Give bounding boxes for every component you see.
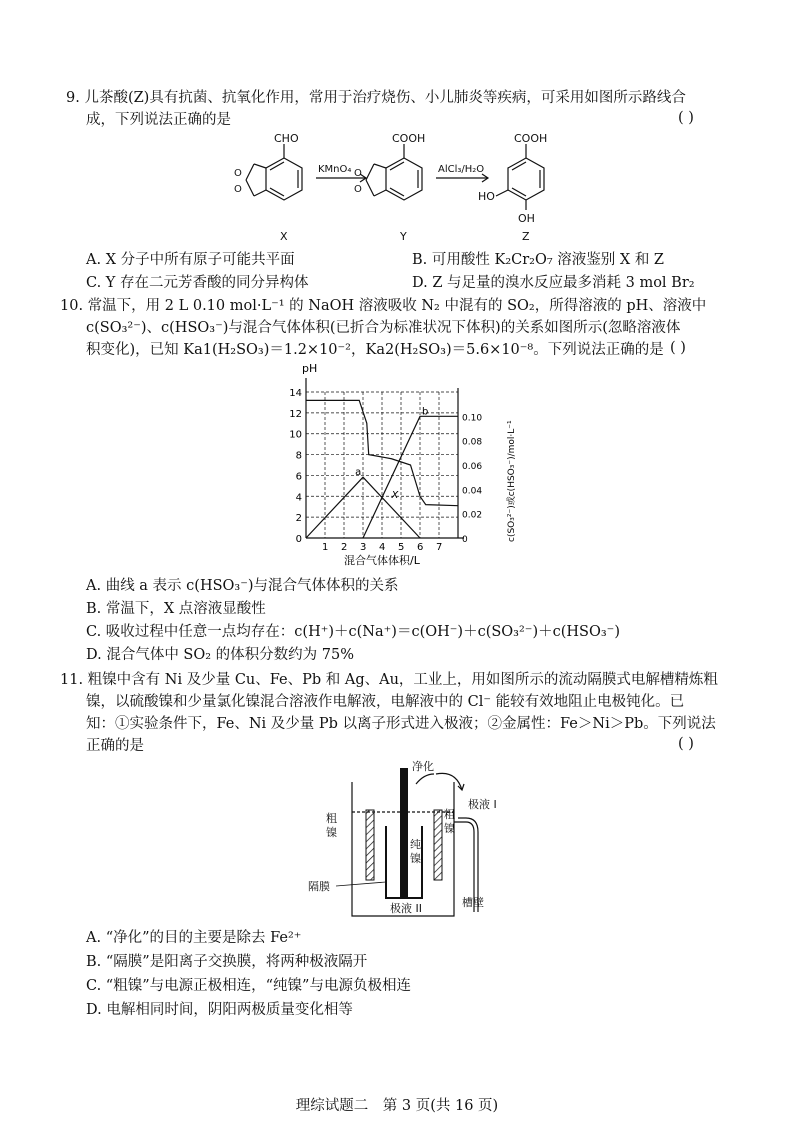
q10-ph-concentration-chart: [282, 362, 522, 570]
chart-y-left-tick-label: 6: [295, 471, 302, 483]
label-rough-right-2: 镍: [444, 822, 455, 835]
x-cho-label: CHO: [274, 132, 299, 145]
q11-option-b: B. “隔膜”是阳离子交换膜，将两种极液隔开: [86, 954, 368, 970]
label-rough-left-2: 镍: [326, 826, 337, 839]
label-y: Y: [400, 230, 407, 243]
chart-y-right-tick-label: 0.06: [462, 462, 483, 472]
svg-text:O: O: [234, 168, 242, 179]
reagent-alcl3: AlCl₃/H₂O: [438, 164, 485, 175]
q9-option-a: A. X 分子中所有原子可能共平面: [86, 252, 295, 268]
chart-y-right-tick-label: 0.10: [462, 413, 483, 424]
q10-option-b: B. 常温下，X 点溶液显酸性: [86, 601, 266, 617]
q11-stem-line4: 正确的是: [86, 738, 144, 754]
z-ho-label: HO: [478, 190, 495, 203]
rough-nickel-anode-left: [366, 810, 374, 880]
chart-annotation-a: a: [355, 467, 362, 479]
label-pure-2: 镍: [410, 852, 421, 865]
y-cooh-label: COOH: [392, 132, 426, 145]
q11-option-c: C. “粗镍”与电源正极相连，“纯镍”与电源负极相连: [86, 978, 411, 994]
chart-right-axis-label: c(SO₃²⁻)或c(HSO₃⁻)/mol·L⁻¹: [507, 420, 517, 542]
chart-y-left-tick-label: 4: [295, 492, 302, 504]
label-wall: 槽壁: [462, 896, 484, 909]
q11-stem-line3: 知：①实验条件下，Fe、Ni 及少量 Pb 以离子形式进入极液；②金属性：Fe＞Ni＞Pb。下列说法: [86, 716, 716, 732]
chart-x-tick-label: 5: [398, 542, 405, 553]
q10-option-c: C. 吸收过程中任意一点均存在：c(H⁺)＋c(Na⁺)＝c(OH⁻)＋c(SO₃²⁻)＋c(HSO₃⁻): [86, 624, 620, 640]
q10-stem-line3: 积变化)，已知 Ka1(H₂SO₃)＝1.2×10⁻²，Ka2(H₂SO₃)＝5.6×10⁻⁸。下列说法正确的是: [86, 342, 664, 358]
chart-x-tick-label: 4: [379, 542, 386, 553]
chart-series-b: [363, 416, 458, 538]
q9-option-d: D. Z 与足量的溴水反应最多消耗 3 mol Br₂: [412, 275, 695, 291]
chart-y-left-tick-label: 8: [295, 450, 302, 462]
q9-answer-paren: ( ): [678, 110, 694, 126]
q9-option-c: C. Y 存在二元芳香酸的同分异构体: [86, 275, 309, 291]
rough-nickel-anode-right: [434, 810, 442, 880]
chart-y-right-tick-label: 0.04: [462, 486, 483, 497]
chart-x-tick-label: 3: [360, 542, 367, 553]
chart-y-left-tick-label: 2: [295, 513, 302, 525]
label-pure-1: 纯: [410, 838, 421, 851]
q10-option-a: A. 曲线 a 表示 c(HSO₃⁻)与混合气体体积的关系: [86, 578, 399, 594]
chart-x-tick-label: 2: [341, 542, 348, 553]
chart-left-axis-label: pH: [302, 362, 318, 375]
q11-stem-line1: 11. 粗镍中含有 Ni 及少量 Cu、Fe、Pb 和 Ag、Au，工业上，用如图所示的流动隔膜式电解槽精炼粗: [60, 672, 718, 688]
label-rough-right-1: 粗: [444, 808, 455, 821]
label-z: Z: [522, 230, 530, 243]
label-purify: 净化: [412, 760, 434, 773]
label-x: X: [280, 230, 288, 243]
chart-y-right-tick-label: 0: [462, 535, 468, 545]
pure-nickel-electrode: [400, 768, 408, 898]
q11-stem-line2: 镍，以硫酸镍和少量氯化镍混合溶液作电解液，电解液中的 Cl⁻ 能较有效地阻止电极钝化。已: [86, 694, 685, 710]
svg-text:O: O: [234, 184, 242, 195]
q11-electrolytic-cell-diagram: [306, 760, 506, 924]
q10-option-d: D. 混合气体中 SO₂ 的体积分数约为 75%: [86, 647, 355, 663]
chart-y-right-tick-label: 0.08: [462, 437, 483, 448]
q9-stem-line1: 9. 儿茶酸(Z)具有抗菌、抗氧化作用，常用于治疗烧伤、小儿肺炎等疾病，可采用如图所示路线合: [66, 90, 686, 106]
q9-stem-line2: 成，下列说法正确的是: [86, 112, 231, 128]
chart-y-left-tick-label: 0: [295, 534, 302, 545]
q10-stem-line2: c(SO₃²⁻)、c(HSO₃⁻)与混合气体体积(已折合为标准状况下体积)的关系如图所示(忽略溶液体: [86, 320, 681, 336]
label-rough-left-1: 粗: [326, 812, 337, 825]
z-cooh-label: COOH: [514, 132, 548, 145]
page-footer: 理综试题二 第 3 页(共 16 页): [295, 1098, 499, 1114]
chart-annotation-x: X: [391, 489, 399, 501]
molecule-z-structure: [496, 144, 544, 210]
chart-x-tick-label: 6: [417, 542, 424, 553]
q9-option-b: B. 可用酸性 K₂Cr₂O₇ 溶液鉴别 X 和 Z: [412, 252, 665, 268]
purify-arrow: [436, 773, 462, 790]
molecule-y-structure: [366, 144, 422, 200]
q10-answer-paren: ( ): [670, 340, 686, 356]
q11-option-a: A. “净化”的目的主要是除去 Fe²⁺: [86, 930, 302, 946]
chart-x-axis-label: 混合气体体积/L: [344, 554, 420, 567]
label-liquid-1: 极液 I: [468, 798, 497, 811]
molecule-x-structure: [246, 144, 302, 200]
chart-y-left-tick-label: 10: [289, 429, 302, 441]
chart-y-left-tick-label: 12: [289, 408, 302, 420]
q11-option-d: D. 电解相同时间，阴阳两极质量变化相等: [86, 1002, 353, 1018]
chart-y-right-tick-label: 0.02: [462, 510, 483, 521]
chart-x-tick-label: 7: [436, 542, 443, 553]
q11-answer-paren: ( ): [678, 736, 694, 752]
reagent-kmno4: KMnO₄: [318, 164, 352, 175]
chart-x-tick-label: 1: [322, 542, 329, 553]
q9-synthesis-route-diagram: [232, 128, 572, 246]
svg-text:O: O: [354, 184, 362, 195]
label-liquid-2: 极液 II: [390, 902, 422, 915]
chart-y-left-tick-label: 14: [289, 388, 302, 399]
z-oh-label: OH: [518, 212, 535, 225]
svg-text:O: O: [354, 168, 362, 179]
q10-stem-line1: 10. 常温下，用 2 L 0.10 mol·L⁻¹ 的 NaOH 溶液吸收 N₂ 中混有的 SO₂，所得溶液的 pH、溶液中: [60, 298, 707, 314]
chart-annotation-b: b: [422, 406, 429, 418]
label-membrane: 隔膜: [308, 880, 330, 893]
